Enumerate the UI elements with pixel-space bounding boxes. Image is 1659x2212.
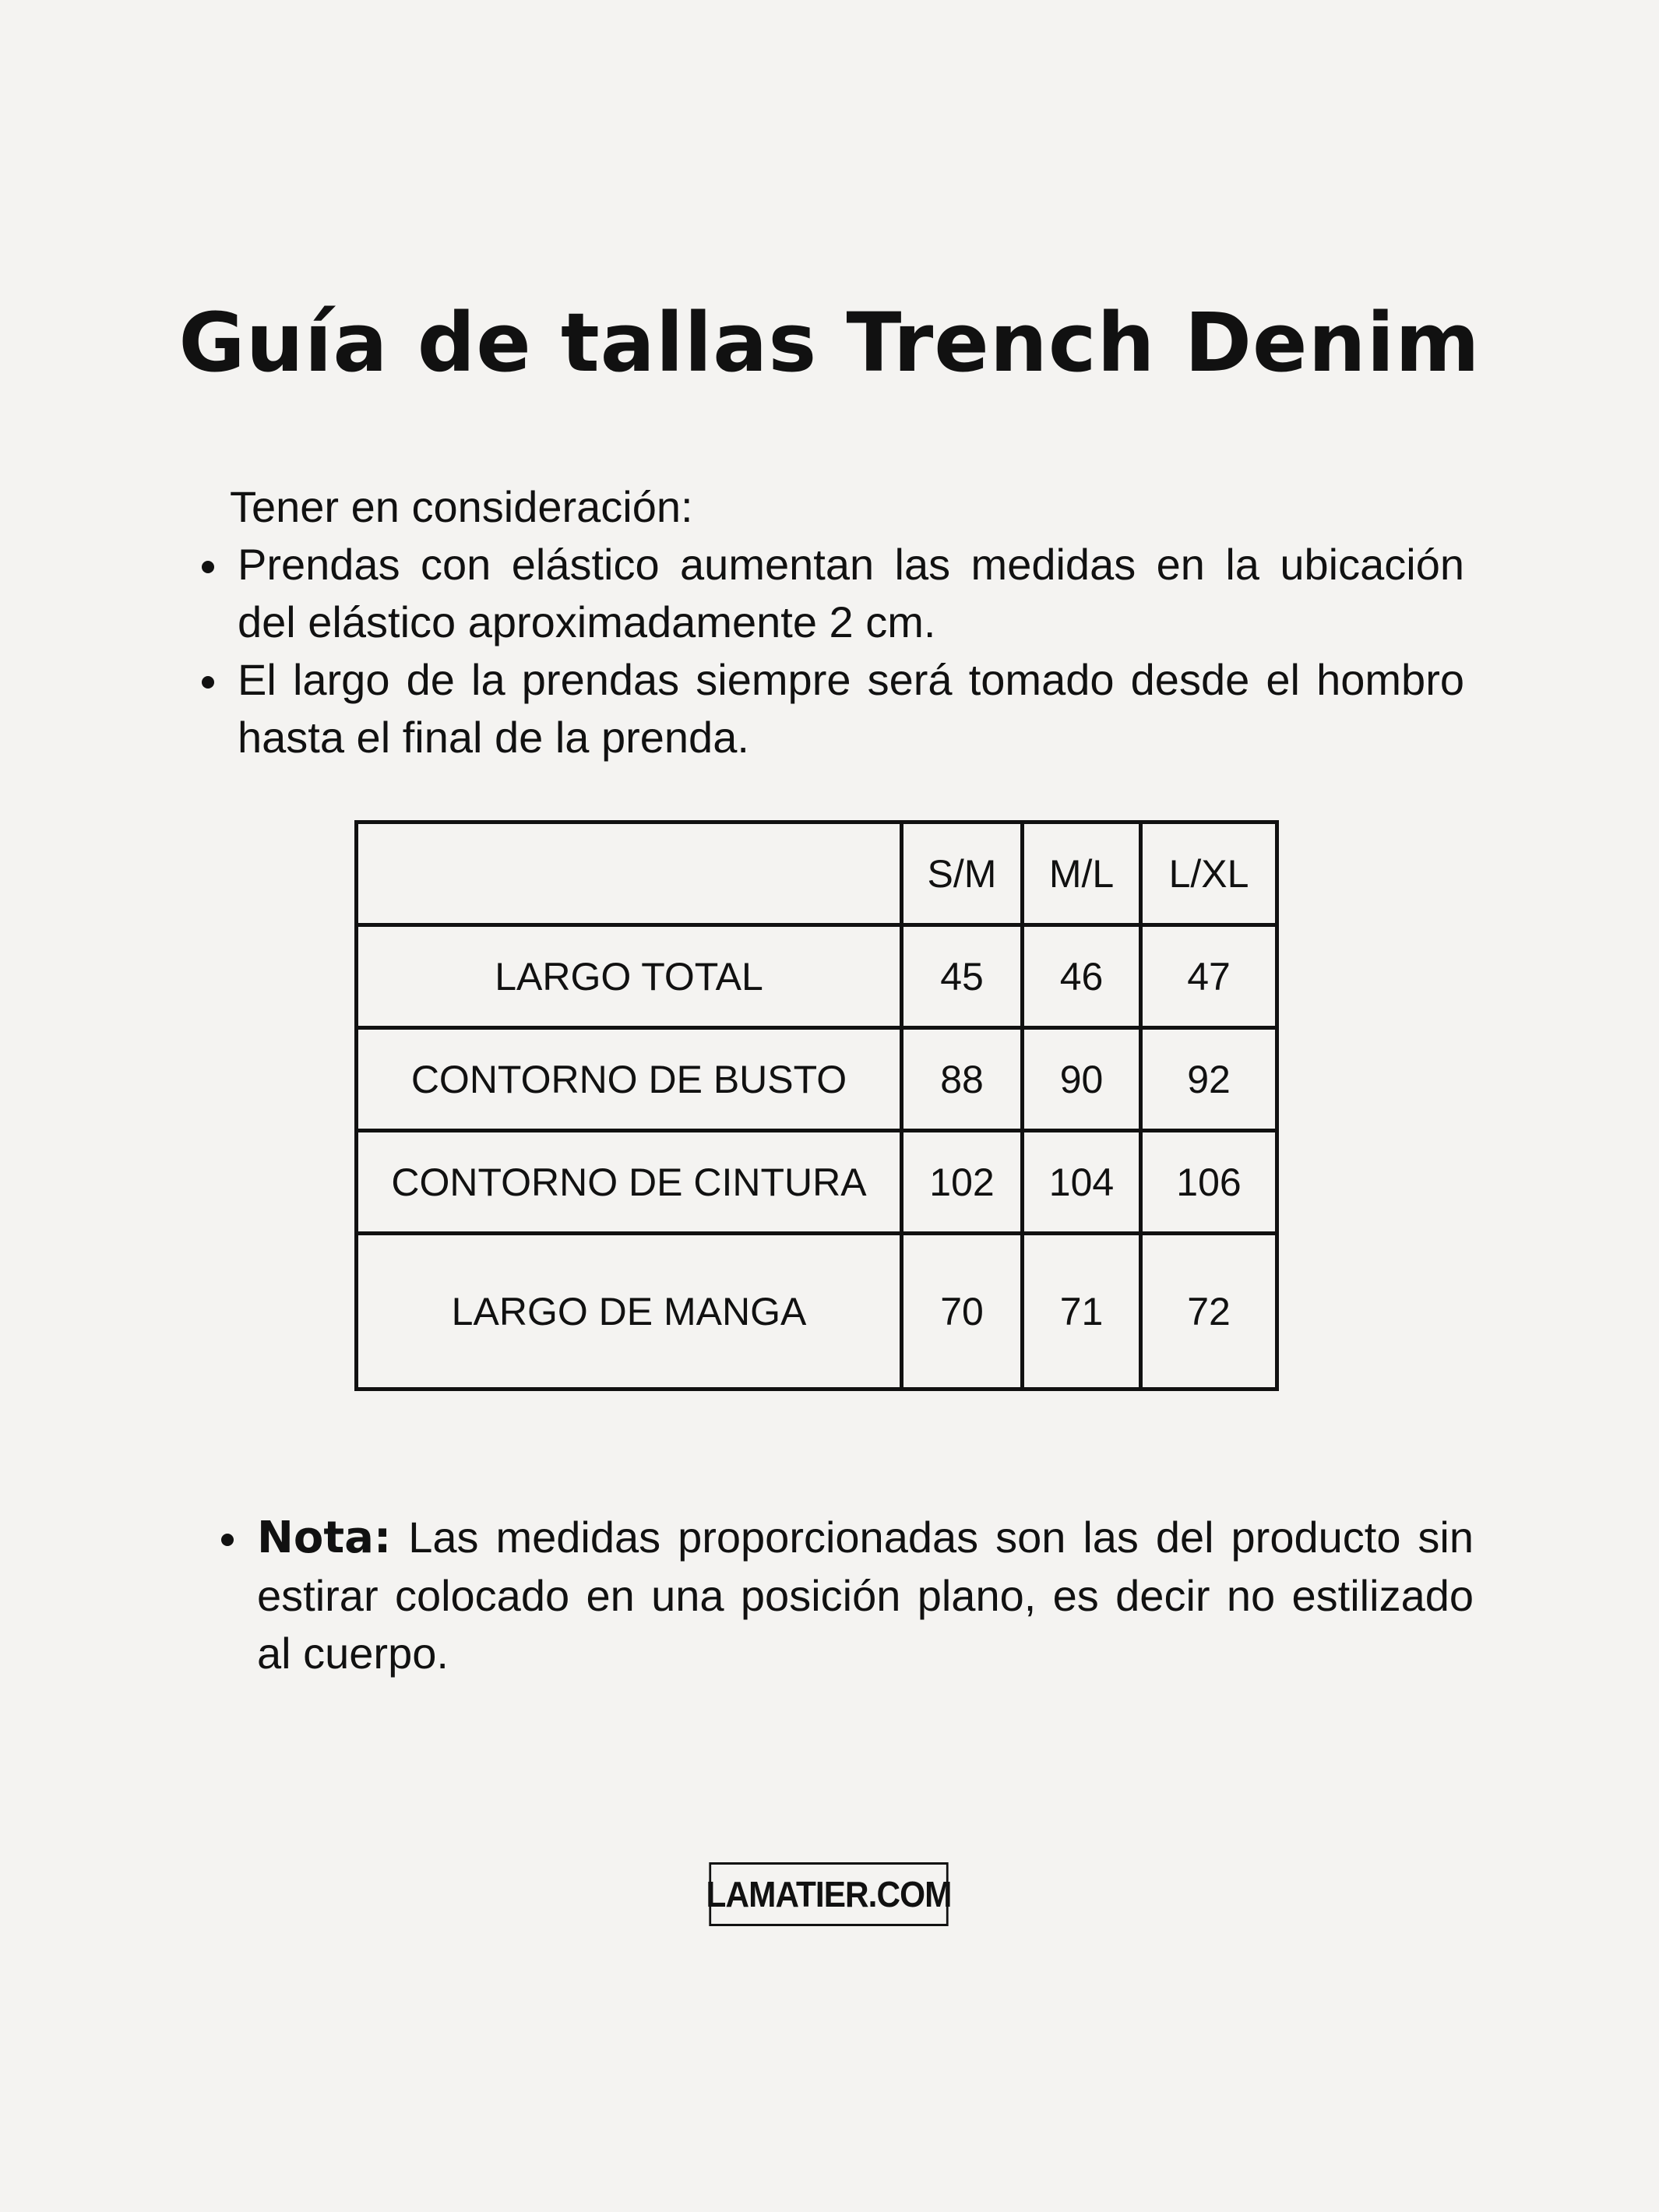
table-cell: 88 [902,1028,1023,1131]
considerations-intro: Tener en consideración: [230,482,693,531]
table-cell: 102 [902,1131,1023,1234]
bullet-dot-icon [202,676,214,689]
list-item-text: El largo de la prendas siempre será tomado desde el hombro hasta el final de la prenda. [238,655,1464,762]
row-label: CONTORNO DE CINTURA [357,1131,902,1234]
table-row [357,925,1277,1028]
table-header-row [357,822,1277,925]
brand-logo: LAMATIER.COM [709,1862,948,1926]
bullet-dot-icon [221,1534,234,1546]
row-label: CONTORNO DE BUSTO [357,1028,902,1131]
list-item [218,1509,1474,1682]
table-cell: 46 [1023,925,1141,1028]
table-cell: 106 [1141,1131,1277,1234]
table-cell: 47 [1141,925,1277,1028]
table-row [357,1234,1277,1390]
table-cell: 72 [1141,1234,1277,1390]
table-cell: 104 [1023,1131,1141,1234]
considerations-list [199,536,1464,766]
note-text: Las medidas proporcionadas son las del producto sin estirar colocado en una posición plano, es decir no estilizado al cuerpo. [257,1513,1474,1678]
table-cell: 92 [1141,1028,1277,1131]
header-cell [357,822,902,925]
table-cell: 71 [1023,1234,1141,1390]
row-label: LARGO DE MANGA [357,1234,902,1390]
row-label: LARGO TOTAL [357,925,902,1028]
table-row [357,1131,1277,1234]
table-cell: 70 [902,1234,1023,1390]
considerations-section [199,478,1464,766]
bullet-dot-icon [202,561,214,573]
note-list [218,1509,1474,1682]
header-cell: M/L [1023,822,1141,925]
table-cell: 45 [902,925,1023,1028]
note-section [218,1509,1474,1682]
header-cell: S/M [902,822,1023,925]
size-table [354,820,1279,1391]
note-label: Nota: [257,1513,392,1563]
table-cell: 90 [1023,1028,1141,1131]
list-item-text: Prendas con elástico aumentan las medidas en la ubicación del elástico aproximadamente 2 cm. [238,540,1464,646]
list-item [199,536,1464,651]
header-cell: L/XL [1141,822,1277,925]
table-row [357,1028,1277,1131]
list-item [199,651,1464,766]
page-title: Guía de tallas Trench Denim [178,295,1481,390]
